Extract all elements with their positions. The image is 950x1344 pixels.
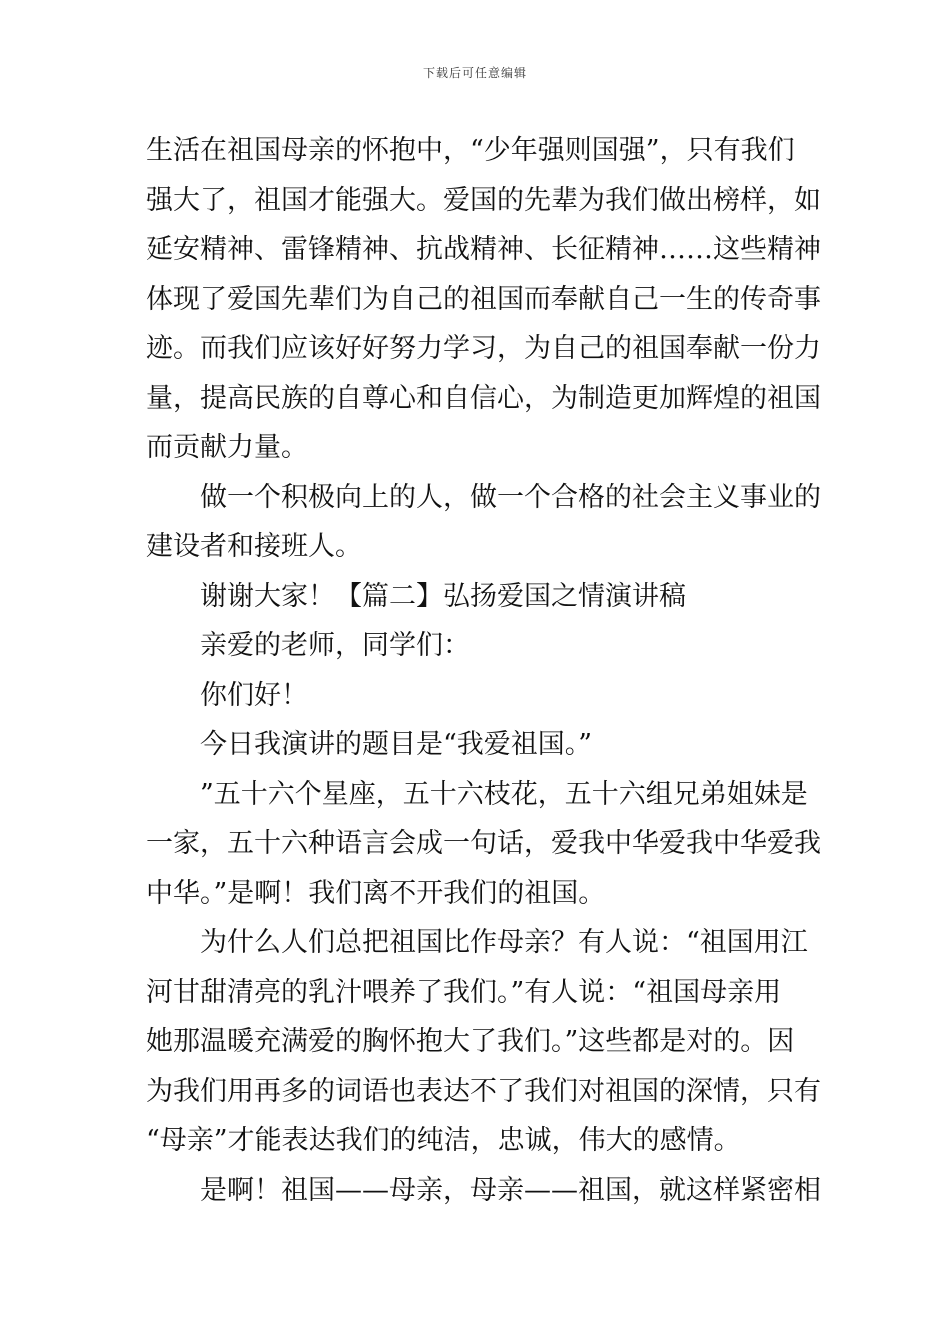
text-line: 建设者和接班人。 [146, 531, 362, 562]
paragraph-8 [146, 918, 821, 1166]
text-line: 而贡献力量。 [146, 432, 308, 463]
paragraph-4 [146, 621, 806, 671]
text-line: 中华。”是啊！我们离不开我们的祖国。 [146, 877, 606, 909]
text-line: 强大了，祖国才能强大。爱国的先辈为我们做出榜样，如 [146, 184, 821, 216]
text-line: 生活在祖国母亲的怀抱中，“少年强则国强”，只有我们 [146, 135, 795, 166]
text-line: 量，提高民族的自尊心和自信心，为制造更加辉煌的祖国 [146, 382, 821, 414]
paragraph-5 [146, 671, 806, 721]
text-line: 是啊！祖国——母亲，母亲——祖国，就这样紧密相 [200, 1174, 821, 1206]
text-line: 延安精神、雷锋精神、抗战精神、长征精神……这些精神 [146, 234, 821, 265]
text-line: 一家，五十六种语言会成一句话，爱我中华爱我中华爱我 [146, 828, 821, 859]
paragraph-3 [146, 572, 806, 622]
paragraph-7 [146, 770, 821, 919]
text-line: “母亲”才能表达我们的纯洁，忠诚，伟大的感情。 [146, 1125, 741, 1156]
paragraph-1 [146, 126, 821, 473]
document-body [146, 126, 821, 1215]
text-line: 河甘甜清亮的乳汁喂养了我们。”有人说：“祖国母亲用 [146, 976, 782, 1008]
paragraph-2 [146, 473, 821, 572]
text-line: 为我们用再多的词语也表达不了我们对祖国的深情，只有 [146, 1075, 821, 1107]
paragraph-6 [146, 720, 806, 770]
text-line: 体现了爱国先辈们为自己的祖国而奉献自己一生的传奇事 [146, 283, 821, 315]
text-line: 迹。而我们应该好好努力学习，为自己的祖国奉献一份力 [146, 333, 821, 364]
text-line: 为什么人们总把祖国比作母亲？有人说：“祖国用江 [200, 927, 808, 958]
text-line: 今日我演讲的题目是“我爱祖国。” [200, 729, 593, 760]
page-header: 下载后可任意编辑 [422, 66, 527, 80]
text-line: 做一个积极向上的人，做一个合格的社会主义事业的 [200, 481, 821, 513]
text-line: 你们好！ [200, 679, 308, 711]
paragraph-9 [146, 1166, 821, 1216]
text-line: 她那温暖充满爱的胸怀抱大了我们。”这些都是对的。因 [146, 1026, 795, 1057]
text-line: 谢谢大家！【篇二】弘扬爱国之情演讲稿 [200, 580, 686, 612]
text-line: 亲爱的老师，同学们： [200, 630, 470, 661]
text-line: ”五十六个星座，五十六枝花，五十六组兄弟姐妹是 [200, 778, 808, 810]
